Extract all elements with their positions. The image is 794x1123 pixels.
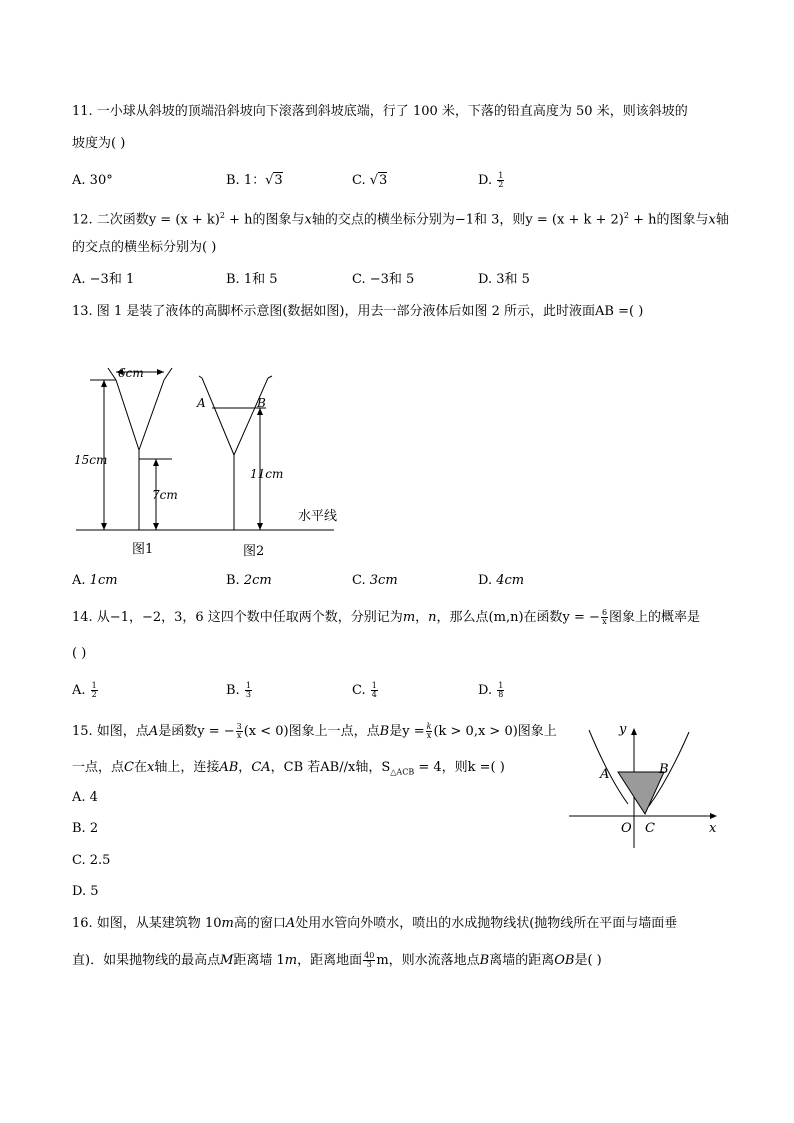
q11-stem-line1: 11. 一小球从斜坡的顶端沿斜坡向下滚落到斜坡底端，行了 100 米，下落的铅直高度为 50 米，则该斜坡的 (72, 104, 688, 119)
goblet1-right-rim (164, 368, 172, 380)
q12-option-c[interactable]: C. −3和 5 (352, 272, 415, 287)
q13-option-a[interactable]: A. 1cm (72, 573, 118, 588)
axis-x-label: x (709, 821, 717, 836)
goblet1-left-rim (108, 368, 116, 380)
q14-option-b[interactable]: B. $\frac{1}{3}$ (226, 681, 251, 699)
label-6cm: 6cm (118, 366, 144, 380)
axis-y-label: y (619, 722, 627, 737)
right-hyperbola (649, 732, 689, 806)
q11-option-d[interactable] (478, 172, 505, 189)
fraction: $\frac{1}{2}$ (498, 171, 504, 189)
q13-option-b[interactable]: B. 2cm (226, 573, 272, 588)
q11-option-c[interactable]: C. √3 (352, 173, 388, 188)
q12-option-d[interactable]: D. 3和 5 (478, 272, 530, 287)
point-B-label: B (659, 762, 669, 777)
q11-option-a[interactable] (72, 173, 113, 189)
q12-stem-line2: 的交点的横坐标分别为( ) (72, 240, 217, 255)
label-horizon: 水平线 (298, 509, 338, 524)
q15-stem-line2: 一点，点C在x轴上，连接AB，CA，CB 若AB//x轴，$S_{\triangle ACB} = 4$，则k =( ) (72, 760, 505, 777)
caption-fig2: 图2 (243, 544, 265, 559)
label-B: B (257, 396, 266, 410)
radicand: 3 (379, 173, 388, 188)
caption-fig1: 图1 (132, 542, 154, 557)
q13-option-c[interactable]: C. 3cm (352, 573, 398, 588)
point-A-label: A (600, 767, 610, 782)
option-letter: D. (478, 173, 493, 188)
q13-stem: 13. 图 1 是装了液体的高脚杯示意图(数据如图)，用去一部分液体后如图 2 所示，此时液面AB =( ) (72, 304, 644, 319)
q15-option-c[interactable]: C. 2.5 (72, 853, 111, 868)
q14-stem-line1: 14. 从−1，−2，3，6 这四个数中任取两个数，分别记为m，n，那么点(m,n)在函数y = − $\frac{6}{x}$ 图象上的概率是 (72, 608, 701, 626)
option-letter: A. (72, 173, 86, 188)
q15-stem-line1: 15. 如图，点A是函数y = − $\frac{3}{x}$ (x < 0)图象上一点，点B是y = $\frac{k}{x}$ (k > 0,x > 0)图象上 (72, 722, 557, 740)
q15-hyperbola-figure (565, 718, 725, 848)
origin-label: O (621, 821, 632, 836)
q11-stem-line2: 坡度为( ) (72, 136, 126, 151)
label-7cm: 7cm (152, 488, 178, 502)
q15-option-a[interactable]: A. 4 (72, 790, 98, 805)
q15-option-d[interactable]: D. 5 (72, 884, 99, 899)
q13-goblet-figure (72, 360, 352, 560)
option-value: 30° (89, 173, 113, 188)
goblet2-right-side (234, 378, 268, 455)
label-11cm: 11cm (250, 467, 284, 481)
q14-stem-line2: ( ) (72, 646, 87, 661)
goblet1-left-side (116, 380, 139, 450)
option-letter: C. (352, 173, 366, 188)
q16-stem-line2: 直)．如果抛物线的最高点M距离墙 1m，距离地面 $\frac{40}{3}$ m，则水流落地点B离墙的距离OB是( ) (72, 951, 602, 969)
q11-option-b[interactable]: B. 1：√3 (226, 173, 283, 188)
q14-option-d[interactable]: D. $\frac{1}{8}$ (478, 681, 504, 699)
point-C-label: C (645, 821, 655, 836)
goblet1-right-side (139, 380, 164, 450)
q14-option-a[interactable]: A. $\frac{1}{2}$ (72, 681, 97, 699)
option-text: 1： (243, 173, 266, 188)
q12-option-a[interactable]: A. −3和 1 (72, 272, 135, 287)
q15-option-b[interactable]: B. 2 (72, 821, 99, 836)
q13-option-d[interactable]: D. 4cm (478, 573, 525, 588)
q16-stem-line1: 16. 如图，从某建筑物 10m高的窗口A处用水管向外喷水，喷出的水成抛物线状(抛物线所在平面与墙面垂 (72, 916, 678, 931)
radicand: 3 (274, 173, 283, 188)
q12-stem-line1: 12. 二次函数$y = (x + k)^2 + h$的图象与x轴的交点的横坐标分别为−1和 3，则$y = (x + k + 2)^2 + h$的图象与x轴 (72, 211, 729, 228)
goblet2-left-side (202, 378, 234, 455)
label-15cm: 15cm (74, 453, 108, 467)
option-letter: B. (226, 173, 240, 188)
q14-option-c[interactable]: C. $\frac{1}{4}$ (352, 681, 377, 699)
label-A: A (197, 396, 206, 410)
q12-option-b[interactable]: B. 1和 5 (226, 272, 278, 287)
